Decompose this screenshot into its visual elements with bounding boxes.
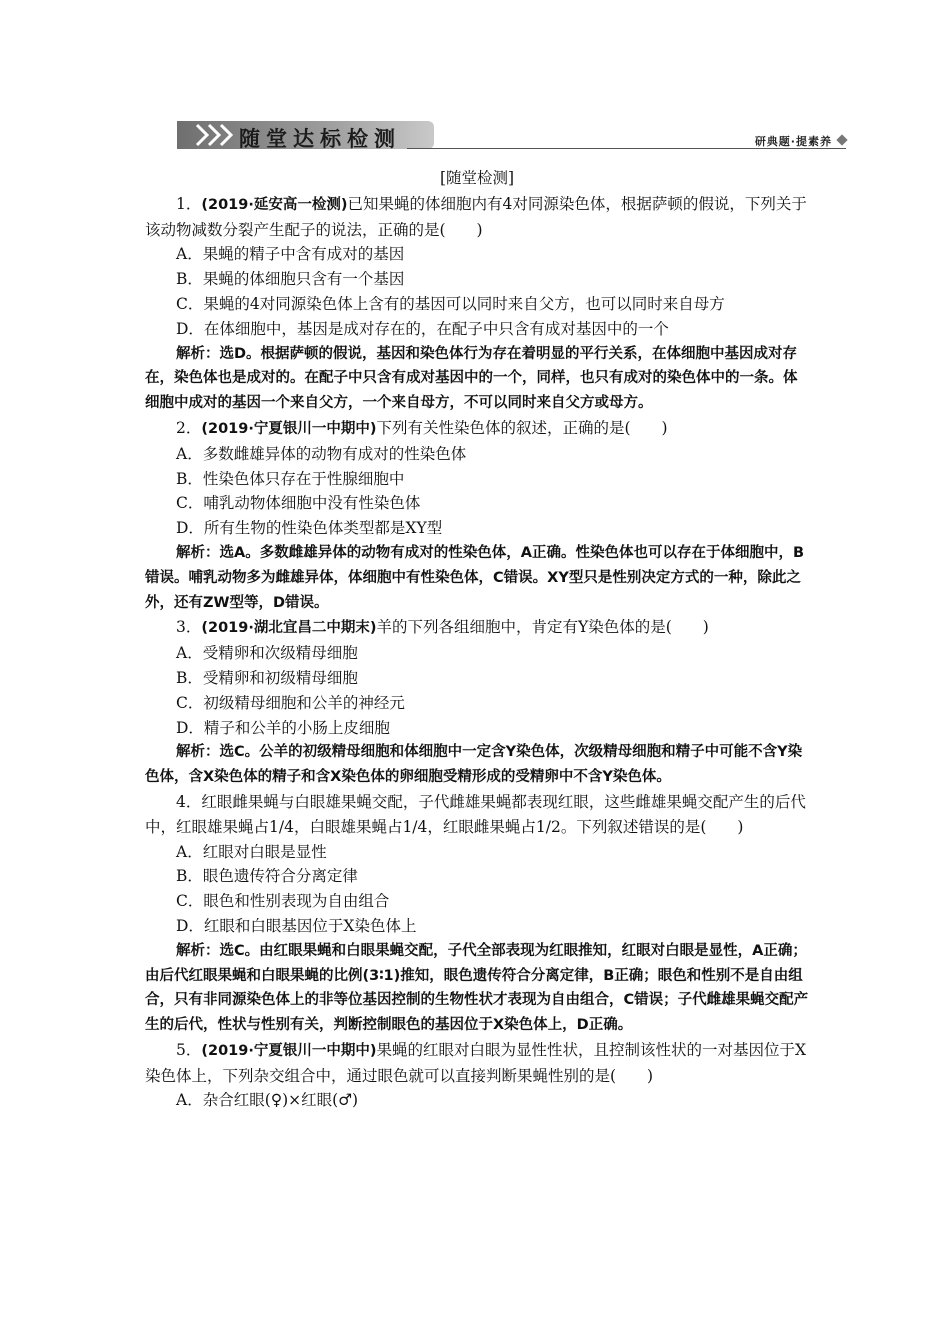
option-b: B．性染色体只存在于性腺细胞中: [176, 469, 405, 488]
option-a: A．受精卵和次级精母细胞: [176, 644, 358, 663]
option-c: C．眼色和性别表现为自由组合: [176, 892, 390, 911]
diamond-icon: [836, 134, 847, 145]
analysis: 解析：选A。多数雌雄异体的动物有成对的性染色体，A正确。性染色体也可以存在于体细胞中，B错误。哺乳动物多为雌雄异体，体细胞中有性染色体，C错误。XY型只是性别决定方式的一种，除此之外，还有ZW型等，D错误。: [145, 544, 804, 611]
option-a: A．果蝇的精子中含有成对的基因: [176, 245, 405, 264]
option-b: B．受精卵和初级精母细胞: [176, 668, 358, 687]
question-stem: 3．(2019·湖北宜昌二中期末)羊的下列各组细胞中，肯定有Y染色体的是( ): [176, 618, 709, 637]
analysis: 解析：选C。公羊的初级精母细胞和体细胞中一定含Y染色体，次级精母细胞和精子中可能不含Y染色体，含X染色体的精子和含X染色体的卵细胞受精形成的受精卵中不含Y染色体。: [145, 744, 803, 786]
option-c: C．果蝇的4对同源染色体上含有的基因可以同时来自父方，也可以同时来自母方: [176, 294, 725, 313]
option-c: C．初级精母细胞和公羊的神经元: [176, 693, 405, 712]
option-d: D．所有生物的性染色体类型都是XY型: [176, 519, 443, 538]
option-d: D．在体细胞中，基因是成对存在的，在配子中只含有成对基因中的一个: [176, 319, 669, 338]
option-a: A．多数雌雄异体的动物有成对的性染色体: [176, 444, 467, 463]
question-stem: 1．(2019·延安高一检测)已知果蝇的体细胞内有4对同源染色体，根据萨顿的假说，下列关于该动物减数分裂产生配子的说法，正确的是( ): [145, 194, 807, 239]
option-a: A．红眼对白眼是显性: [176, 842, 327, 861]
double-chevron-icon: [193, 123, 237, 147]
question-3: [145, 615, 809, 790]
option-a: A．杂合红眼(♀)×红眼(♂): [176, 1091, 359, 1110]
option-d: D．红眼和白眼基因位于X染色体上: [176, 916, 417, 935]
option-d: D．精子和公羊的小肠上皮细胞: [176, 718, 390, 737]
question-5: [145, 1038, 809, 1113]
banner-subtitle: 研典题·提素养: [754, 135, 832, 148]
question-stem: 2．(2019·宁夏银川一中期中)下列有关性染色体的叙述，正确的是( ): [176, 418, 668, 437]
question-4: [145, 790, 809, 1038]
section-title: [随堂检测]: [439, 169, 515, 187]
question-2: [145, 416, 809, 615]
section-banner: [177, 121, 846, 151]
analysis: 解析：选D。根据萨顿的假说，基因和染色体行为存在着明显的平行关系，在体细胞中基因成对存在，染色体也是成对的。在配子中只含有成对基因中的一个，同样，也只有成对的染色体中的一条。体细胞中成对的基因一个来自父方，一个来自母方，不可以同时来自父方或母方。: [145, 345, 798, 412]
question-stem: 4．红眼雌果蝇与白眼雄果蝇交配，子代雌雄果蝇都表现红眼，这些雌雄果蝇交配产生的后代中，红眼雄果蝇占1/4，白眼雄果蝇占1/4，红眼雌果蝇占1/2。下列叙述错误的是( ): [145, 792, 806, 836]
question-1: [145, 192, 809, 416]
option-b: B．果蝇的体细胞只含有一个基因: [176, 270, 405, 289]
banner-title: 随堂达标检测: [239, 127, 401, 151]
document-body: [145, 166, 809, 1113]
option-c: C．哺乳动物体细胞中没有性染色体: [176, 494, 421, 513]
option-b: B．眼色遗传符合分离定律: [176, 867, 358, 886]
analysis: 解析：选C。由红眼果蝇和白眼果蝇交配，子代全部表现为红眼推知，红眼对白眼是显性，A正确；由后代红眼果蝇和白眼果蝇的比例(3∶1)推知，眼色遗传符合分离定律，B正确；眼色和性别不是自由组合，只有非同源染色体上的非等位基因控制的生物性状才表现为自由组合，C错误；子代雌雄果蝇交配产生的后代，性状与性别有关，判断控制眼色的基因位于X染色体上，D正确。: [145, 942, 809, 1034]
question-stem: 5．(2019·宁夏银川一中期中)果蝇的红眼对白眼为显性性状，且控制该性状的一对基因位于X染色体上，下列杂交组合中，通过眼色就可以直接判断果蝇性别的是( ): [145, 1040, 807, 1085]
